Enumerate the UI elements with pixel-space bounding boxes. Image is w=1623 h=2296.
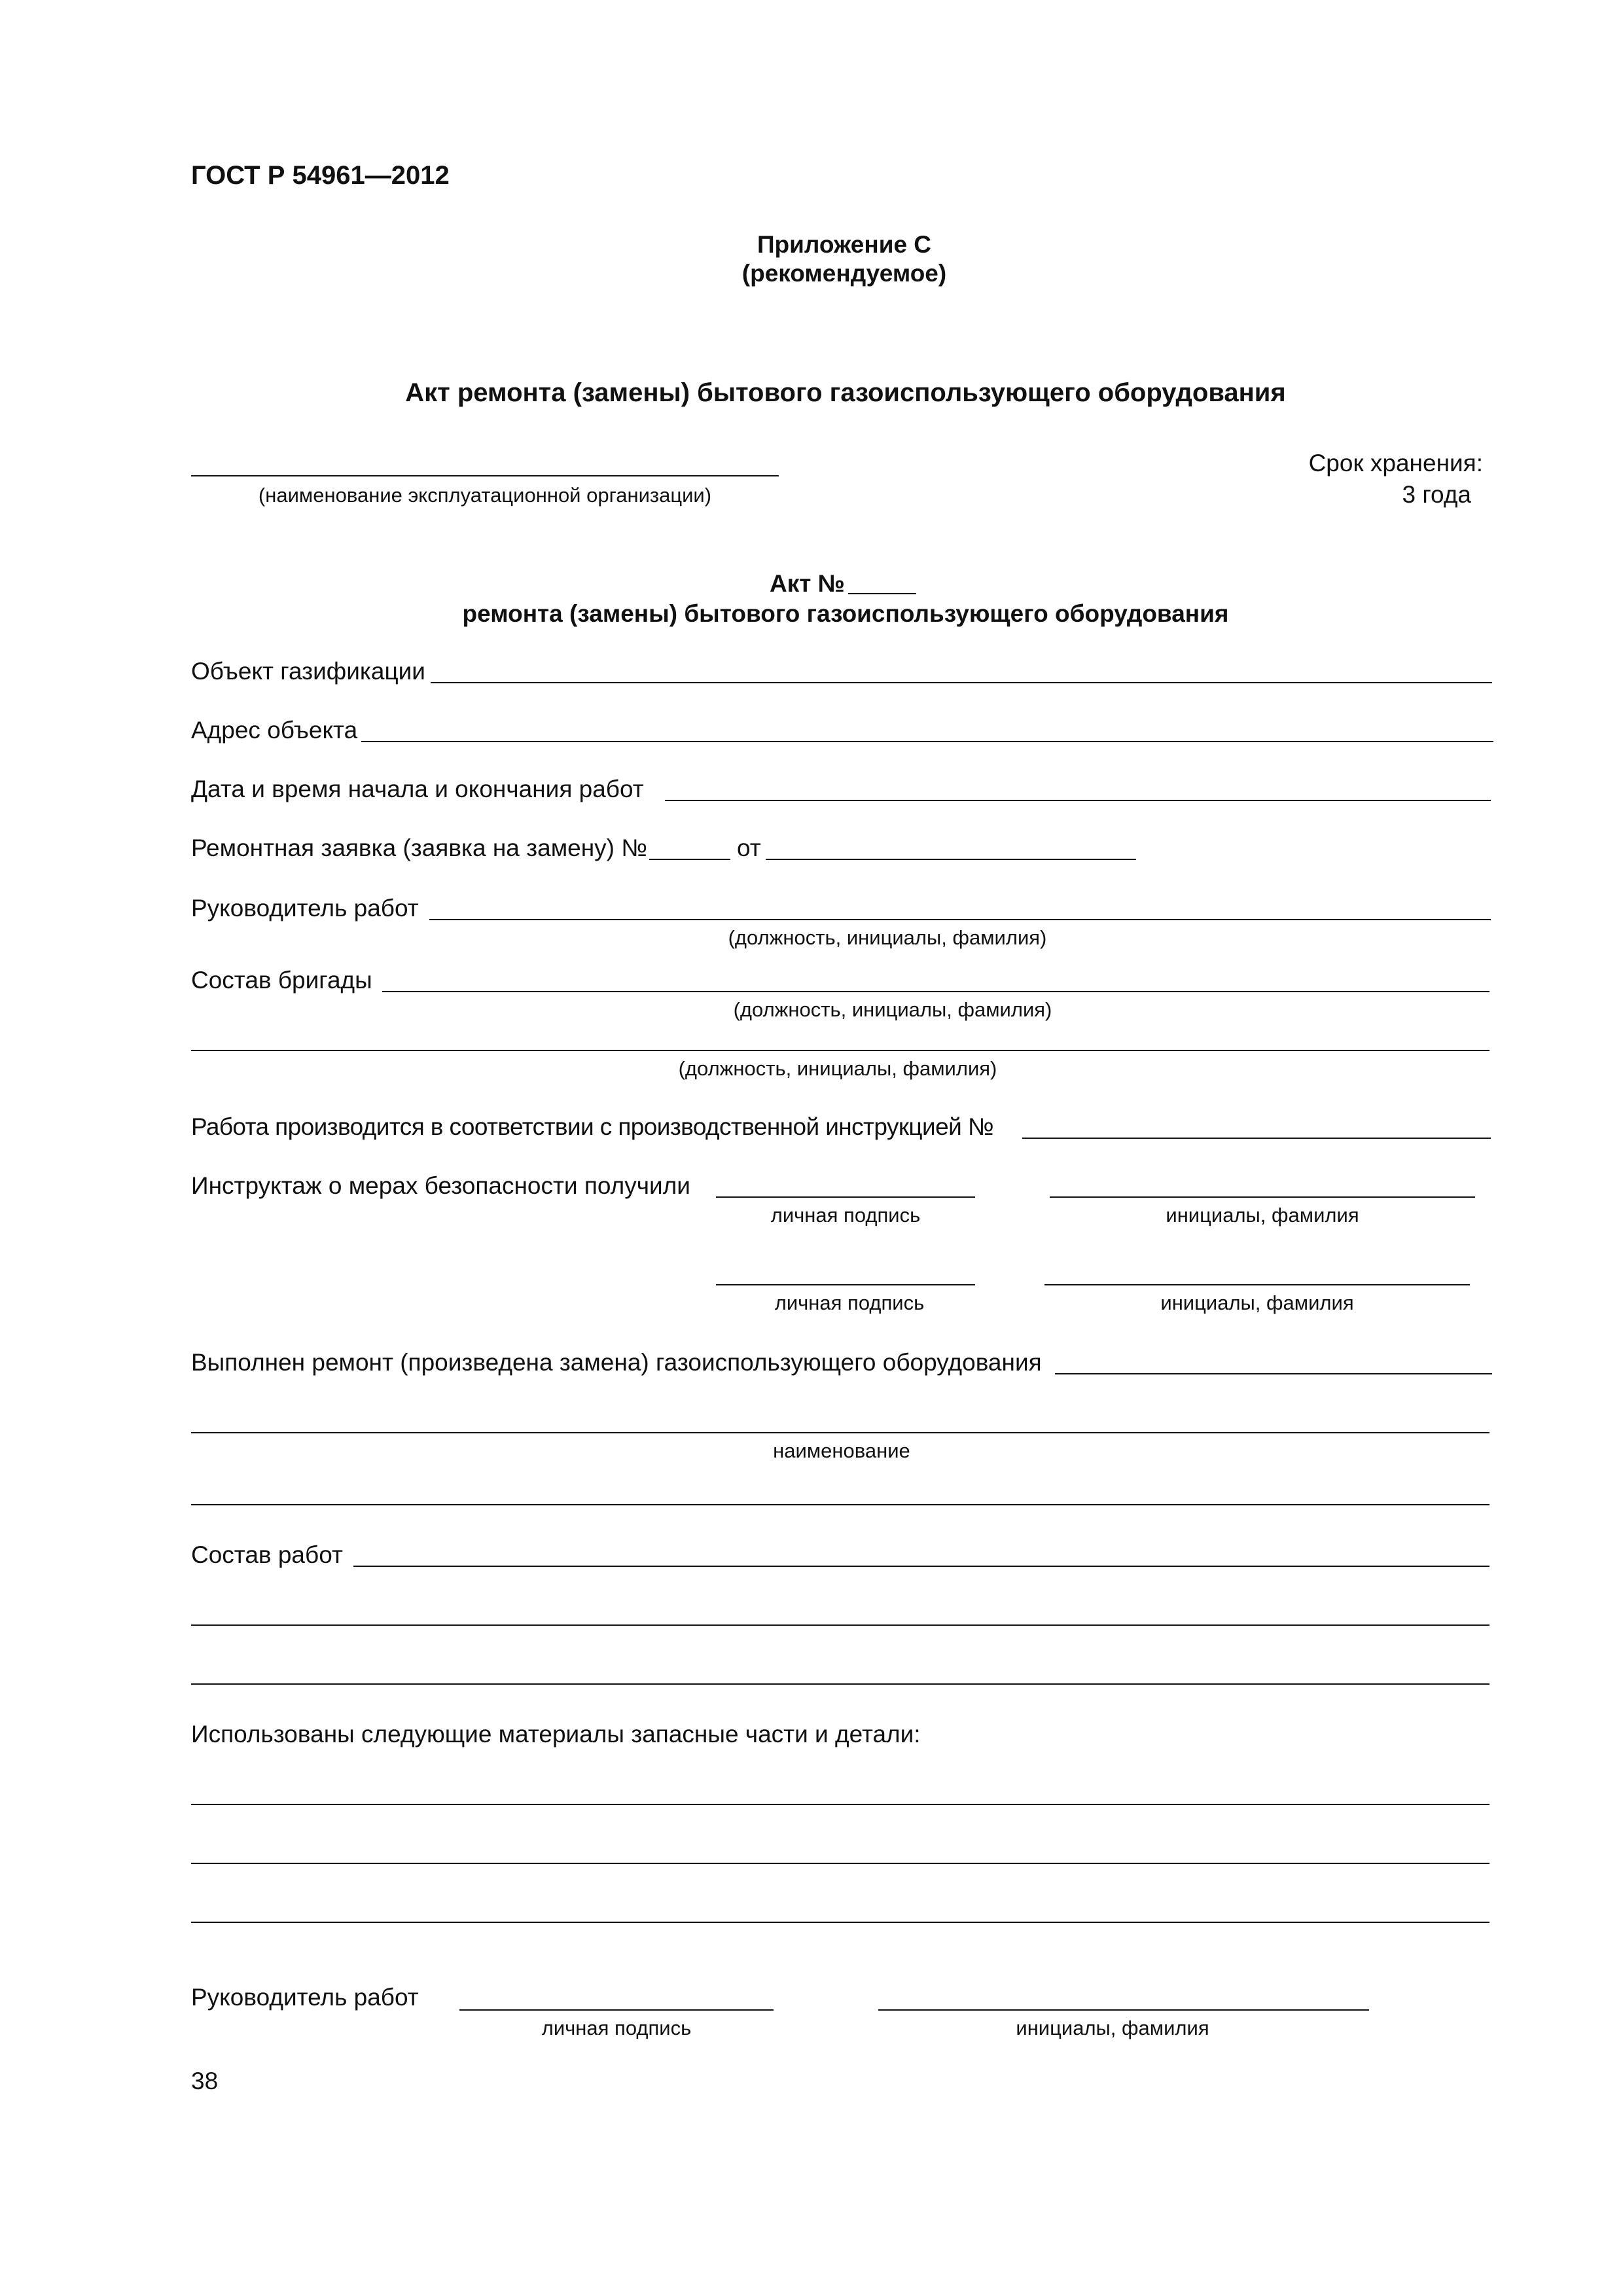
- storage-value: 3 года: [1402, 481, 1471, 508]
- object-field[interactable]: [431, 682, 1492, 683]
- storage-label: Срок хранения:: [1308, 450, 1483, 476]
- crew-field-1[interactable]: [382, 991, 1489, 992]
- object-label: Объект газификации: [191, 658, 425, 685]
- instruction-label: Работа производится в соответствии с производственной инструкцией №: [191, 1113, 993, 1140]
- supervisor-field[interactable]: [429, 919, 1491, 920]
- briefing-signature-2[interactable]: [716, 1284, 975, 1285]
- appendix-status: (рекомендуемое): [741, 260, 947, 287]
- briefing-signature-1[interactable]: [716, 1196, 975, 1198]
- address-field[interactable]: [361, 741, 1493, 742]
- appendix-title: Приложение С: [757, 231, 932, 258]
- final-supervisor-label: Руководитель работ: [191, 1984, 419, 2011]
- request-date-field[interactable]: [766, 859, 1136, 860]
- request-number-field[interactable]: [649, 859, 730, 860]
- materials-field-3[interactable]: [191, 1922, 1489, 1923]
- final-name-caption: инициалы, фамилия: [1016, 2017, 1209, 2039]
- briefing-name-caption-2: инициалы, фамилия: [1160, 1291, 1354, 1314]
- crew-caption-1: (должность, инициалы, фамилия): [733, 998, 1052, 1021]
- address-label: Адрес объекта: [191, 717, 358, 744]
- request-from-label: от: [737, 834, 761, 861]
- briefing-name-caption-1: инициалы, фамилия: [1166, 1204, 1359, 1227]
- final-sign-caption: личная подпись: [541, 2017, 692, 2039]
- supervisor-caption: (должность, инициалы, фамилия): [728, 926, 1047, 949]
- supervisor-label: Руководитель работ: [191, 895, 419, 922]
- works-field-1[interactable]: [353, 1566, 1489, 1567]
- request-label: Ремонтная заявка (заявка на замену) №: [191, 834, 647, 861]
- final-name-field[interactable]: [878, 2009, 1369, 2011]
- crew-label: Состав бригады: [191, 967, 372, 994]
- crew-field-2[interactable]: [191, 1050, 1489, 1051]
- page-number: 38: [191, 2068, 219, 2094]
- briefing-name-2[interactable]: [1044, 1284, 1470, 1285]
- equipment-caption: наименование: [773, 1439, 910, 1462]
- standard-code: ГОСТ Р 54961—2012: [191, 161, 450, 190]
- briefing-name-1[interactable]: [1050, 1196, 1475, 1198]
- works-label: Состав работ: [191, 1541, 343, 1568]
- final-signature-field[interactable]: [459, 2009, 774, 2011]
- briefing-label: Инструктаж о мерах безопасности получили: [191, 1172, 690, 1199]
- materials-field-1[interactable]: [191, 1804, 1489, 1805]
- organization-name-line[interactable]: [191, 475, 779, 476]
- works-field-2[interactable]: [191, 1624, 1489, 1626]
- act-subtitle: ремонта (замены) бытового газоиспользующего оборудования: [462, 600, 1229, 627]
- repair-done-field[interactable]: [1055, 1373, 1492, 1374]
- materials-field-2[interactable]: [191, 1863, 1489, 1864]
- organization-caption: (наименование эксплуатационной организации): [258, 484, 712, 507]
- act-number-line[interactable]: [848, 593, 916, 594]
- repair-done-label: Выполнен ремонт (произведена замена) газоиспользующего оборудования: [191, 1349, 1042, 1376]
- briefing-sign-caption-2: личная подпись: [774, 1291, 925, 1314]
- act-number-label: Акт №: [770, 570, 845, 597]
- works-field-3[interactable]: [191, 1683, 1489, 1685]
- equipment-name-field[interactable]: [191, 1432, 1489, 1433]
- datetime-label: Дата и время начала и окончания работ: [191, 776, 644, 802]
- crew-caption-2: (должность, инициалы, фамилия): [678, 1057, 997, 1080]
- equipment-name-field-2[interactable]: [191, 1504, 1489, 1505]
- datetime-field[interactable]: [665, 800, 1491, 801]
- instruction-number-field[interactable]: [1022, 1138, 1491, 1139]
- materials-label: Использованы следующие материалы запасные части и детали:: [191, 1721, 921, 1748]
- main-title: Акт ремонта (замены) бытового газоиспользующего оборудования: [405, 378, 1286, 407]
- briefing-sign-caption-1: личная подпись: [770, 1204, 921, 1227]
